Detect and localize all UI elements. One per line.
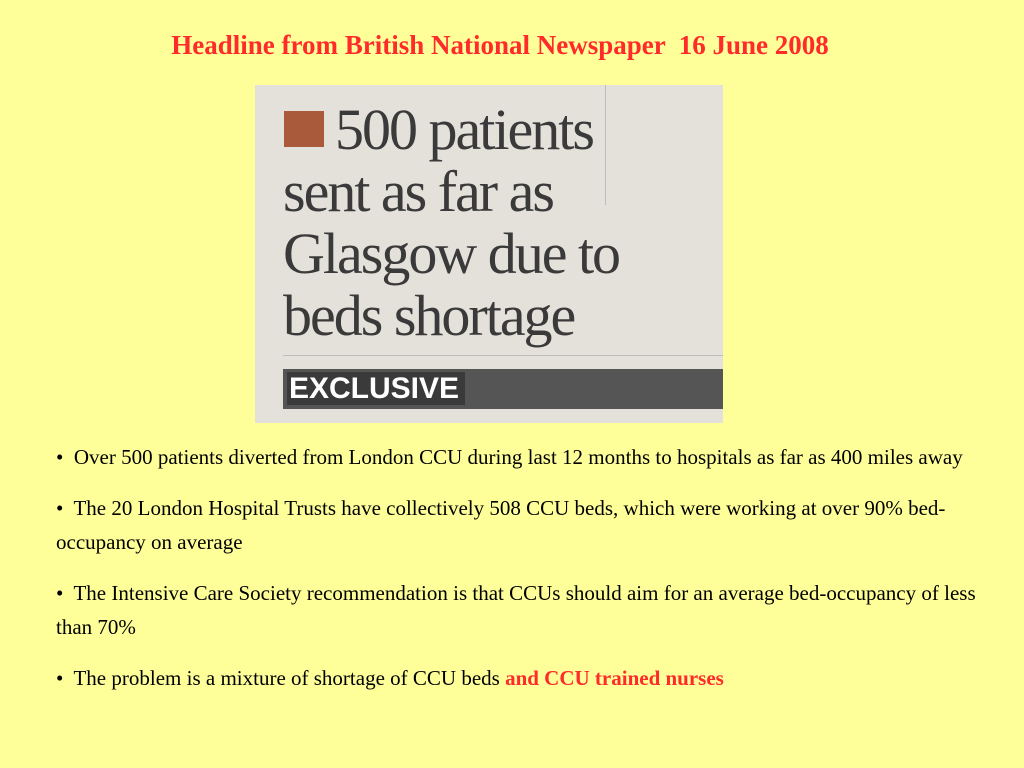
- headline-line-3: Glasgow due to: [283, 221, 620, 286]
- bullet-highlight: and CCU trained nurses: [505, 666, 724, 690]
- exclusive-banner: [283, 369, 723, 409]
- bullet-item-3: • The Intensive Care Society recommendation is that CCUs should aim for an average bed-occupancy of less than 70%: [56, 581, 976, 639]
- bullet-text-2: The 20 London Hospital Trusts have collectively 508 CCU beds, which were working at over 90% bed-occupancy on average: [56, 496, 946, 554]
- headline-line-1: 500 patients: [335, 97, 593, 162]
- bullet-text-1: Over 500 patients diverted from London CCU during last 12 months to hospitals as far as 400 miles away: [73, 445, 963, 469]
- slide-title: Headline from British National Newspaper 16 June 2008: [171, 30, 829, 60]
- bullet-list: [56, 440, 976, 712]
- clipping-headline: [283, 99, 713, 347]
- headline-line-2: sent as far as: [283, 159, 553, 224]
- newspaper-clipping-image: [255, 85, 723, 423]
- exclusive-label: EXCLUSIVE: [287, 372, 465, 405]
- bullet-text-4: The problem is a mixture of shortage of CCU beds: [73, 666, 506, 690]
- bullet-item-2: • The 20 London Hospital Trusts have collectively 508 CCU beds, which were working at over 90% bed-occupancy on average: [56, 496, 946, 554]
- bullet-text-3: The Intensive Care Society recommendation is that CCUs should aim for an average bed-occupancy of less than 70%: [56, 581, 976, 639]
- bullet-item-1: • Over 500 patients diverted from London CCU during last 12 months to hospitals as far as 400 miles away: [56, 445, 963, 469]
- bullet-item-4: • The problem is a mixture of shortage of CCU beds and CCU trained nurses: [56, 666, 724, 690]
- headline-line-4: beds shortage: [283, 283, 575, 348]
- clipping-divider: [283, 355, 723, 356]
